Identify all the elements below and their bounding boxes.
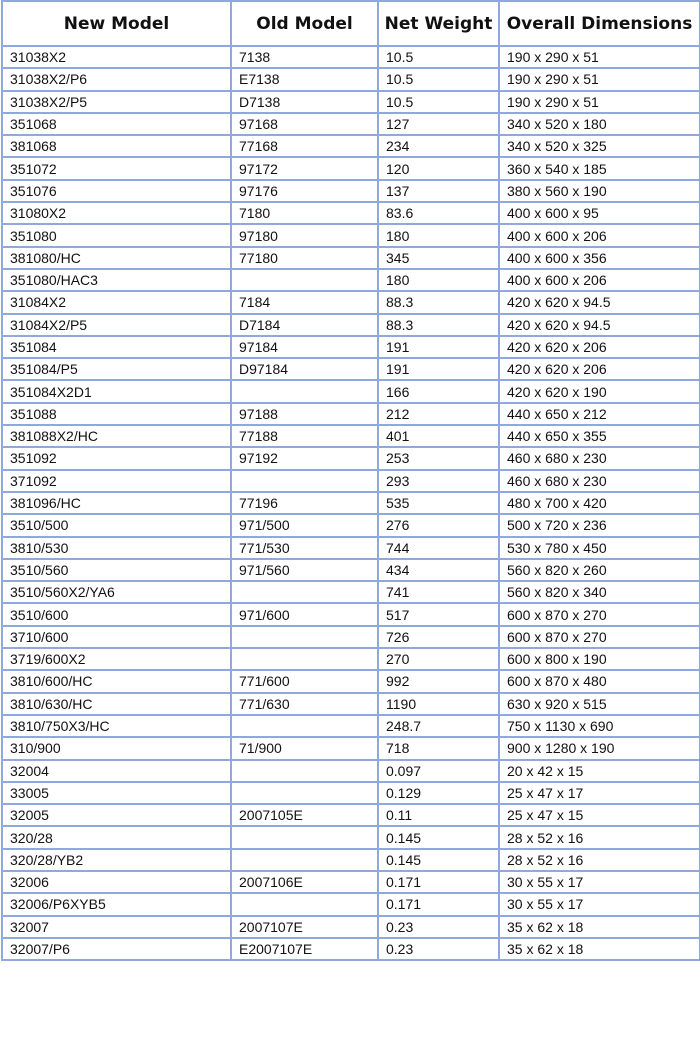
cell-net-weight: 0.097	[378, 760, 499, 782]
table-row	[2, 938, 700, 960]
cell-new-model: 31084X2/P5	[2, 314, 231, 336]
cell-net-weight: 517	[378, 603, 499, 625]
cell-overall-dimensions: 600 x 870 x 480	[499, 670, 700, 692]
cell-old-model: 97184	[231, 336, 378, 358]
cell-old-model: 2007105E	[231, 804, 378, 826]
cell-net-weight: 180	[378, 224, 499, 246]
cell-net-weight: 726	[378, 626, 499, 648]
cell-new-model: 31038X2	[2, 46, 231, 68]
cell-net-weight: 10.5	[378, 91, 499, 113]
cell-new-model: 371092	[2, 470, 231, 492]
cell-overall-dimensions: 20 x 42 x 15	[499, 760, 700, 782]
table-row	[2, 760, 700, 782]
cell-new-model: 3810/630/HC	[2, 693, 231, 715]
cell-overall-dimensions: 380 x 560 x 190	[499, 180, 700, 202]
cell-new-model: 351092	[2, 447, 231, 469]
table-row	[2, 537, 700, 559]
cell-overall-dimensions: 30 x 55 x 17	[499, 871, 700, 893]
table-row	[2, 670, 700, 692]
cell-old-model	[231, 470, 378, 492]
table-row	[2, 715, 700, 737]
cell-net-weight: 0.145	[378, 826, 499, 848]
cell-net-weight: 0.11	[378, 804, 499, 826]
cell-net-weight: 345	[378, 247, 499, 269]
table-row	[2, 91, 700, 113]
header-overall-dimensions: Overall Dimensions	[499, 1, 700, 46]
cell-net-weight: 212	[378, 403, 499, 425]
table-row	[2, 492, 700, 514]
cell-net-weight: 10.5	[378, 68, 499, 90]
cell-old-model: 77180	[231, 247, 378, 269]
cell-net-weight: 88.3	[378, 291, 499, 313]
cell-new-model: 3810/750X3/HC	[2, 715, 231, 737]
cell-new-model: 3510/600	[2, 603, 231, 625]
cell-overall-dimensions: 28 x 52 x 16	[499, 849, 700, 871]
cell-net-weight: 88.3	[378, 314, 499, 336]
cell-overall-dimensions: 340 x 520 x 180	[499, 113, 700, 135]
cell-net-weight: 270	[378, 648, 499, 670]
cell-old-model: 771/600	[231, 670, 378, 692]
cell-old-model: 971/500	[231, 514, 378, 536]
table-row	[2, 826, 700, 848]
cell-new-model: 31038X2/P5	[2, 91, 231, 113]
cell-overall-dimensions: 190 x 290 x 51	[499, 68, 700, 90]
cell-net-weight: 191	[378, 336, 499, 358]
cell-old-model: 97168	[231, 113, 378, 135]
table-row	[2, 916, 700, 938]
cell-net-weight: 276	[378, 514, 499, 536]
table-row	[2, 135, 700, 157]
cell-old-model: 97180	[231, 224, 378, 246]
cell-old-model	[231, 715, 378, 737]
table-row	[2, 514, 700, 536]
cell-overall-dimensions: 400 x 600 x 206	[499, 224, 700, 246]
cell-new-model: 32007	[2, 916, 231, 938]
cell-old-model	[231, 760, 378, 782]
table-row	[2, 224, 700, 246]
table-row	[2, 380, 700, 402]
cell-old-model: 971/600	[231, 603, 378, 625]
cell-old-model: 97172	[231, 157, 378, 179]
cell-net-weight: 120	[378, 157, 499, 179]
cell-overall-dimensions: 750 x 1130 x 690	[499, 715, 700, 737]
cell-net-weight: 992	[378, 670, 499, 692]
cell-overall-dimensions: 440 x 650 x 212	[499, 403, 700, 425]
table-row	[2, 46, 700, 68]
cell-old-model: 77188	[231, 425, 378, 447]
cell-new-model: 31084X2	[2, 291, 231, 313]
cell-old-model: E7138	[231, 68, 378, 90]
cell-net-weight: 535	[378, 492, 499, 514]
cell-overall-dimensions: 400 x 600 x 356	[499, 247, 700, 269]
cell-overall-dimensions: 420 x 620 x 206	[499, 336, 700, 358]
cell-new-model: 351084X2D1	[2, 380, 231, 402]
cell-overall-dimensions: 480 x 700 x 420	[499, 492, 700, 514]
cell-old-model	[231, 269, 378, 291]
cell-new-model: 381096/HC	[2, 492, 231, 514]
cell-overall-dimensions: 600 x 870 x 270	[499, 626, 700, 648]
cell-old-model: 771/530	[231, 537, 378, 559]
cell-net-weight: 10.5	[378, 46, 499, 68]
cell-old-model	[231, 849, 378, 871]
cell-overall-dimensions: 420 x 620 x 94.5	[499, 314, 700, 336]
table-row	[2, 336, 700, 358]
cell-new-model: 320/28	[2, 826, 231, 848]
cell-old-model: 97192	[231, 447, 378, 469]
cell-new-model: 351084	[2, 336, 231, 358]
table-row	[2, 893, 700, 915]
cell-new-model: 351068	[2, 113, 231, 135]
table-row	[2, 314, 700, 336]
cell-new-model: 32006/P6XYB5	[2, 893, 231, 915]
table-row	[2, 804, 700, 826]
cell-old-model: 77168	[231, 135, 378, 157]
cell-new-model: 3710/600	[2, 626, 231, 648]
cell-old-model	[231, 380, 378, 402]
cell-old-model: 77196	[231, 492, 378, 514]
cell-new-model: 3510/500	[2, 514, 231, 536]
cell-old-model	[231, 893, 378, 915]
cell-net-weight: 253	[378, 447, 499, 469]
cell-net-weight: 127	[378, 113, 499, 135]
cell-net-weight: 0.129	[378, 782, 499, 804]
cell-overall-dimensions: 35 x 62 x 18	[499, 916, 700, 938]
cell-old-model: E2007107E	[231, 938, 378, 960]
cell-old-model: 771/630	[231, 693, 378, 715]
cell-new-model: 381088X2/HC	[2, 425, 231, 447]
table-row	[2, 113, 700, 135]
cell-net-weight: 234	[378, 135, 499, 157]
cell-net-weight: 248.7	[378, 715, 499, 737]
cell-old-model	[231, 626, 378, 648]
cell-new-model: 3510/560X2/YA6	[2, 581, 231, 603]
cell-overall-dimensions: 360 x 540 x 185	[499, 157, 700, 179]
table-row	[2, 603, 700, 625]
cell-new-model: 32004	[2, 760, 231, 782]
table-row	[2, 358, 700, 380]
table-row	[2, 581, 700, 603]
header-net-weight: Net Weight	[378, 1, 499, 46]
cell-new-model: 33005	[2, 782, 231, 804]
cell-old-model: D7184	[231, 314, 378, 336]
cell-net-weight: 0.171	[378, 871, 499, 893]
cell-new-model: 351084/P5	[2, 358, 231, 380]
cell-overall-dimensions: 400 x 600 x 206	[499, 269, 700, 291]
cell-new-model: 32005	[2, 804, 231, 826]
cell-old-model: 2007107E	[231, 916, 378, 938]
cell-net-weight: 741	[378, 581, 499, 603]
cell-new-model: 381080/HC	[2, 247, 231, 269]
cell-overall-dimensions: 400 x 600 x 95	[499, 202, 700, 224]
table-row	[2, 626, 700, 648]
cell-old-model: 7184	[231, 291, 378, 313]
cell-net-weight: 744	[378, 537, 499, 559]
table-row	[2, 247, 700, 269]
cell-net-weight: 0.171	[378, 893, 499, 915]
cell-overall-dimensions: 460 x 680 x 230	[499, 470, 700, 492]
cell-overall-dimensions: 900 x 1280 x 190	[499, 737, 700, 759]
table-row	[2, 737, 700, 759]
cell-new-model: 351080/HAC3	[2, 269, 231, 291]
cell-new-model: 3810/600/HC	[2, 670, 231, 692]
cell-overall-dimensions: 25 x 47 x 17	[499, 782, 700, 804]
cell-new-model: 351076	[2, 180, 231, 202]
table-row	[2, 470, 700, 492]
cell-net-weight: 191	[378, 358, 499, 380]
cell-net-weight: 293	[378, 470, 499, 492]
cell-net-weight: 180	[378, 269, 499, 291]
cell-net-weight: 83.6	[378, 202, 499, 224]
cell-new-model: 320/28/YB2	[2, 849, 231, 871]
cell-overall-dimensions: 420 x 620 x 94.5	[499, 291, 700, 313]
table-row	[2, 559, 700, 581]
cell-new-model: 3510/560	[2, 559, 231, 581]
table-row	[2, 648, 700, 670]
cell-old-model: 7180	[231, 202, 378, 224]
cell-overall-dimensions: 530 x 780 x 450	[499, 537, 700, 559]
cell-net-weight: 166	[378, 380, 499, 402]
cell-new-model: 3810/530	[2, 537, 231, 559]
cell-overall-dimensions: 600 x 800 x 190	[499, 648, 700, 670]
cell-old-model: 71/900	[231, 737, 378, 759]
table-row	[2, 157, 700, 179]
cell-new-model: 32006	[2, 871, 231, 893]
cell-overall-dimensions: 600 x 870 x 270	[499, 603, 700, 625]
header-row	[2, 1, 700, 46]
header-new-model: New Model	[2, 1, 231, 46]
cell-overall-dimensions: 30 x 55 x 17	[499, 893, 700, 915]
cell-net-weight: 1190	[378, 693, 499, 715]
cell-old-model: 2007106E	[231, 871, 378, 893]
cell-overall-dimensions: 25 x 47 x 15	[499, 804, 700, 826]
table-row	[2, 447, 700, 469]
table-row	[2, 202, 700, 224]
cell-overall-dimensions: 28 x 52 x 16	[499, 826, 700, 848]
table-row	[2, 693, 700, 715]
cell-overall-dimensions: 420 x 620 x 190	[499, 380, 700, 402]
cell-old-model	[231, 826, 378, 848]
cell-old-model: 97176	[231, 180, 378, 202]
cell-new-model: 31080X2	[2, 202, 231, 224]
cell-overall-dimensions: 190 x 290 x 51	[499, 91, 700, 113]
cell-new-model: 32007/P6	[2, 938, 231, 960]
cell-new-model: 3719/600X2	[2, 648, 231, 670]
cell-old-model	[231, 648, 378, 670]
cell-new-model: 31038X2/P6	[2, 68, 231, 90]
cell-old-model: D7138	[231, 91, 378, 113]
cell-overall-dimensions: 420 x 620 x 206	[499, 358, 700, 380]
table-row	[2, 68, 700, 90]
cell-old-model: 7138	[231, 46, 378, 68]
table-row	[2, 782, 700, 804]
cell-overall-dimensions: 560 x 820 x 260	[499, 559, 700, 581]
cell-overall-dimensions: 560 x 820 x 340	[499, 581, 700, 603]
cell-old-model	[231, 782, 378, 804]
table-row	[2, 403, 700, 425]
cell-net-weight: 0.23	[378, 938, 499, 960]
cell-old-model: D97184	[231, 358, 378, 380]
cell-old-model: 971/560	[231, 559, 378, 581]
cell-new-model: 351072	[2, 157, 231, 179]
cell-new-model: 351080	[2, 224, 231, 246]
table-row	[2, 180, 700, 202]
cell-net-weight: 401	[378, 425, 499, 447]
cell-net-weight: 0.145	[378, 849, 499, 871]
cell-new-model: 351088	[2, 403, 231, 425]
cell-overall-dimensions: 500 x 720 x 236	[499, 514, 700, 536]
table-body	[2, 46, 700, 960]
model-spec-table	[1, 0, 700, 961]
table-row	[2, 269, 700, 291]
cell-overall-dimensions: 460 x 680 x 230	[499, 447, 700, 469]
table-row	[2, 425, 700, 447]
cell-overall-dimensions: 630 x 920 x 515	[499, 693, 700, 715]
cell-overall-dimensions: 440 x 650 x 355	[499, 425, 700, 447]
cell-overall-dimensions: 35 x 62 x 18	[499, 938, 700, 960]
cell-overall-dimensions: 340 x 520 x 325	[499, 135, 700, 157]
cell-net-weight: 718	[378, 737, 499, 759]
table-row	[2, 291, 700, 313]
cell-new-model: 381068	[2, 135, 231, 157]
cell-old-model: 97188	[231, 403, 378, 425]
cell-net-weight: 0.23	[378, 916, 499, 938]
cell-net-weight: 434	[378, 559, 499, 581]
header-old-model: Old Model	[231, 1, 378, 46]
table-row	[2, 871, 700, 893]
cell-overall-dimensions: 190 x 290 x 51	[499, 46, 700, 68]
cell-old-model	[231, 581, 378, 603]
table-row	[2, 849, 700, 871]
cell-new-model: 310/900	[2, 737, 231, 759]
cell-net-weight: 137	[378, 180, 499, 202]
